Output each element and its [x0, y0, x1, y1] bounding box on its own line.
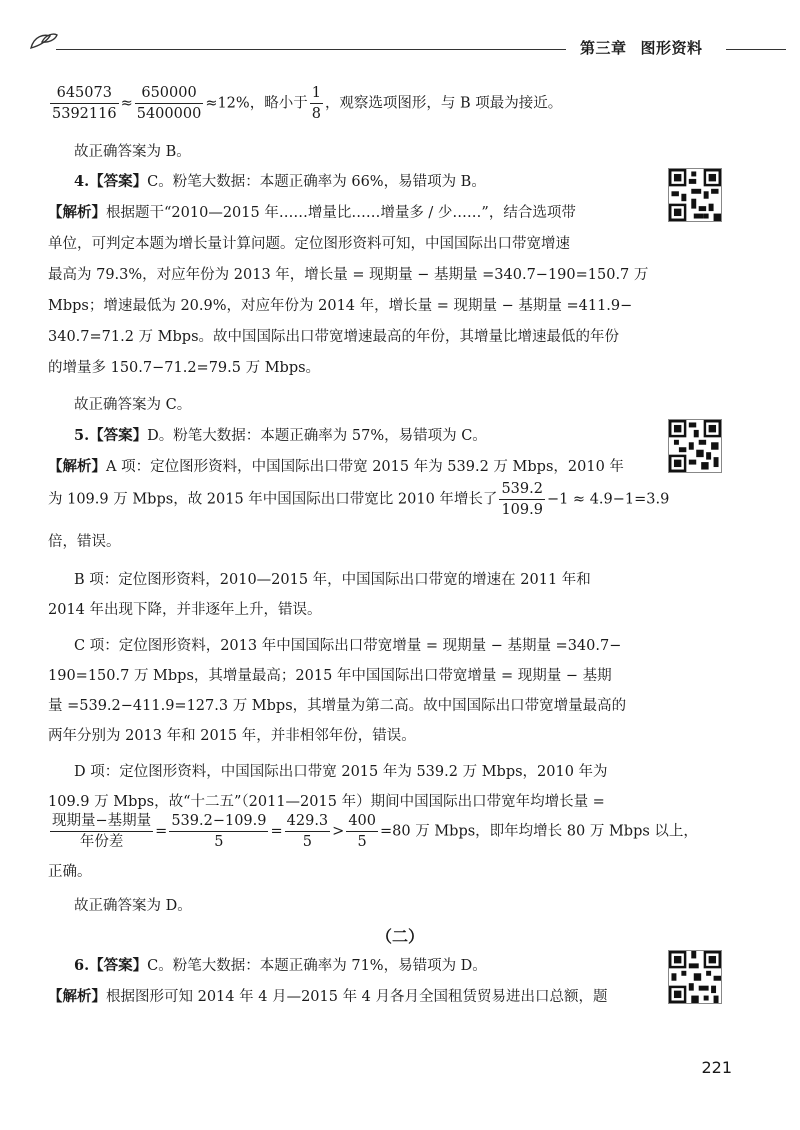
section-heading: （二） [375, 927, 424, 946]
q4-analysis-6: 的增量多 150.7−71.2=79.5 万 Mbps。 [48, 360, 321, 376]
answer-line: 故正确答案为 B。 [74, 144, 191, 160]
q4-answer: 4.【答案】C。粉笔大数据：本题正确率为 66%，易错项为 B。 [74, 173, 486, 190]
q4-analysis-4: Mbps；增速最低为 20.9%，对应年份为 2014 年，增长量 = 现期量 − 基期量 =411.9− [48, 298, 633, 314]
q5-option-d-3: $\frac{\text{现期量−基期量}}{\text{年份差}}$ = $\frac{539.2-109.9}{5}$ = $\frac{429.3}{5}$ > $\frac{400}{5}$ =80 万 Mbps，即年均增长 80 万 Mbps 以上， [52, 813, 698, 850]
fraction: $\frac{650000}{5400000}$ [136, 85, 202, 122]
page-header [0, 22, 800, 62]
fraction: $\frac{\text{现期量−基期量}}{\text{年份差}}$ [52, 813, 152, 850]
q4-analysis-3: 最高为 79.3%，对应年份为 2013 年，增长量 = 现期量 − 基期量 =340.7−190=150.7 万 [48, 267, 649, 283]
q4-analysis-2: 单位，可判定本题为增长量计算问题。定位图形资料可知，中国国际出口带宽增速 [48, 236, 570, 252]
q5-option-b-2: 2014 年出现下降，并非逐年上升，错误。 [48, 602, 322, 618]
q5-conclusion: 故正确答案为 D。 [74, 898, 192, 914]
qr-code[interactable] [668, 419, 722, 473]
leaf-icon [28, 30, 58, 52]
q5-option-c-4: 两年分别为 2013 年和 2015 年，并非相邻年份，错误。 [48, 728, 416, 744]
q4-analysis-1: 【解析】根据题干“2010—2015 年……增量比……增量多 / 少……”，结合选项带 [48, 204, 576, 221]
header-rule-right [726, 49, 786, 50]
q5-option-c-2: 190=150.7 万 Mbps，其增量最高；2015 年中国国际出口带宽增量 = 现期量 − 基期 [48, 668, 612, 684]
q5-option-c-1: C 项：定位图形资料，2013 年中国国际出口带宽增量 = 现期量 − 基期量 =340.7− [74, 638, 622, 654]
page-number: 221 [701, 1058, 732, 1077]
q5-option-c-3: 量 =539.2−411.9=127.3 万 Mbps，其增量为第二高。故中国国际出口带宽增量最高的 [48, 698, 627, 714]
fraction: $\frac{539.2-109.9}{5}$ [171, 813, 267, 850]
q5-option-d-1: D 项：定位图形资料，中国国际出口带宽 2015 年为 539.2 万 Mbps，2010 年为 [74, 764, 608, 780]
q5-answer: 5.【答案】D。粉笔大数据：本题正确率为 57%，易错项为 C。 [74, 427, 487, 444]
q6-answer: 6.【答案】C。粉笔大数据：本题正确率为 71%，易错项为 D。 [74, 957, 487, 974]
qr-code[interactable] [668, 950, 722, 1004]
header-rule-left [56, 49, 566, 50]
fraction: $\frac{400}{5}$ [348, 813, 376, 850]
q5-option-b-1: B 项：定位图形资料，2010—2015 年，中国国际出口带宽的增速在 2011 年和 [74, 572, 591, 588]
chapter-heading [580, 37, 726, 58]
q4-analysis-5: 340.7=71.2 万 Mbps。故中国国际出口带宽增速最高的年份，其增量比增速最低的年份 [48, 329, 620, 345]
q5-option-a-1: 【解析】A 项：定位图形资料，中国国际出口带宽 2015 年为 539.2 万 Mbps，2010 年 [48, 458, 624, 475]
q5-option-d-4: 正确。 [48, 864, 92, 880]
q4-conclusion: 故正确答案为 C。 [74, 397, 192, 413]
q5-option-d-2: 109.9 万 Mbps，故“十二五”（2011—2015 年）期间中国国际出口带宽年均增长量 = [48, 794, 605, 810]
q5-option-a-3: 倍，错误。 [48, 534, 121, 550]
q6-analysis-1: 【解析】根据图形可知 2014 年 4 月—2015 年 4 月各月全国租赁贸易进出口总额，题 [48, 988, 608, 1005]
fraction-line: $\frac{645073}{5392116}$ ≈ $\frac{650000}{5400000}$ ≈12%，略小于 $\frac{1}{8}$ ，观察选项图形，与 B 项最为接近。 [52, 85, 563, 122]
fraction: $\frac{539.2}{109.9}$ [501, 481, 543, 518]
chapter-title: 图形资料 [640, 39, 703, 57]
fraction: $\frac{645073}{5392116}$ [52, 85, 117, 122]
q5-option-a-2: 为 109.9 万 Mbps，故 2015 年中国国际出口带宽比 2010 年增长了 $\frac{539.2}{109.9}$ −1 ≈ 4.9−1=3.9 [48, 481, 670, 518]
fraction: $\frac{1}{8}$ [311, 85, 321, 122]
chapter-label: 第三章 [580, 39, 627, 57]
qr-code[interactable] [668, 168, 722, 222]
fraction: $\frac{429.3}{5}$ [286, 813, 329, 850]
